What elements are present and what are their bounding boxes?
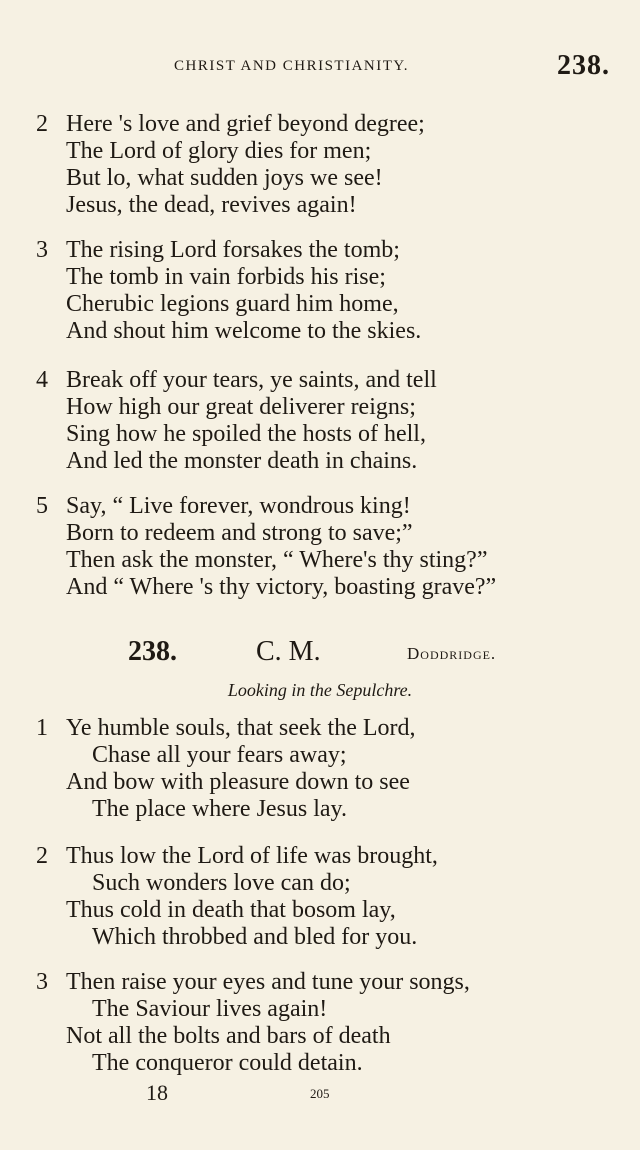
verse-line: Sing how he spoiled the hosts of hell, (66, 421, 426, 447)
verse-line: And led the monster death in chains. (66, 448, 418, 474)
verse-line: The conqueror could detain. (92, 1050, 363, 1076)
verse-line: Thus low the Lord of life was brought, (66, 843, 438, 869)
verse-line: Born to redeem and strong to save;” (66, 520, 413, 546)
verse-line: Then ask the monster, “ Where's thy sting?” (66, 547, 488, 573)
verse-line: The place where Jesus lay. (92, 796, 347, 822)
verse-line: The Saviour lives again! (92, 996, 328, 1022)
verse-line: And bow with pleasure down to see (66, 769, 410, 795)
verse-line: Thus cold in death that bosom lay, (66, 897, 396, 923)
verse-line: Such wonders love can do; (92, 870, 351, 896)
verse-number: 2 (36, 111, 48, 137)
verse-line: Here 's love and grief beyond degree; (66, 111, 425, 137)
verse-number: 4 (36, 367, 48, 393)
verse-line: Say, “ Live forever, wondrous king! (66, 493, 411, 519)
verse-line: How high our great deliverer reigns; (66, 394, 416, 420)
footer-page-number: 205 (310, 1086, 330, 1101)
verse-line: Cherubic legions guard him home, (66, 291, 399, 317)
running-title: CHRIST AND CHRISTIANITY. (174, 58, 410, 74)
hymn-header (0, 636, 640, 672)
verse-number: 2 (36, 843, 48, 869)
verse-number: 1 (36, 715, 48, 741)
page-number: 238. (557, 50, 610, 81)
verse-line: Then raise your eyes and tune your songs, (66, 969, 470, 995)
hymn-meter: C. M. (256, 636, 321, 667)
verse-line: Jesus, the dead, revives again! (66, 192, 357, 218)
verse-number: 3 (36, 969, 48, 995)
hymn-title: Looking in the Sepulchre. (227, 680, 413, 700)
verse-number: 3 (36, 237, 48, 263)
verse-line: The rising Lord forsakes the tomb; (66, 237, 400, 263)
verse-line: Break off your tears, ye saints, and tell (66, 367, 437, 393)
signature-mark: 18 (146, 1080, 168, 1105)
verse-line: Ye humble souls, that seek the Lord, (66, 715, 416, 741)
hymn-number: 238. (128, 636, 177, 667)
verse-line: The tomb in vain forbids his rise; (66, 264, 386, 290)
verse-line: But lo, what sudden joys we see! (66, 165, 383, 191)
verse-line: Not all the bolts and bars of death (66, 1023, 391, 1049)
verse-line: The Lord of glory dies for men; (66, 138, 372, 164)
verse-line: And shout him welcome to the skies. (66, 318, 422, 344)
verse-line: Chase all your fears away; (92, 742, 347, 768)
verse-line: And “ Where 's thy victory, boasting grave?” (66, 574, 497, 600)
verse-number: 5 (36, 493, 48, 519)
hymn-author: Doddridge. (407, 644, 497, 663)
verse-line: Which throbbed and bled for you. (92, 924, 418, 950)
